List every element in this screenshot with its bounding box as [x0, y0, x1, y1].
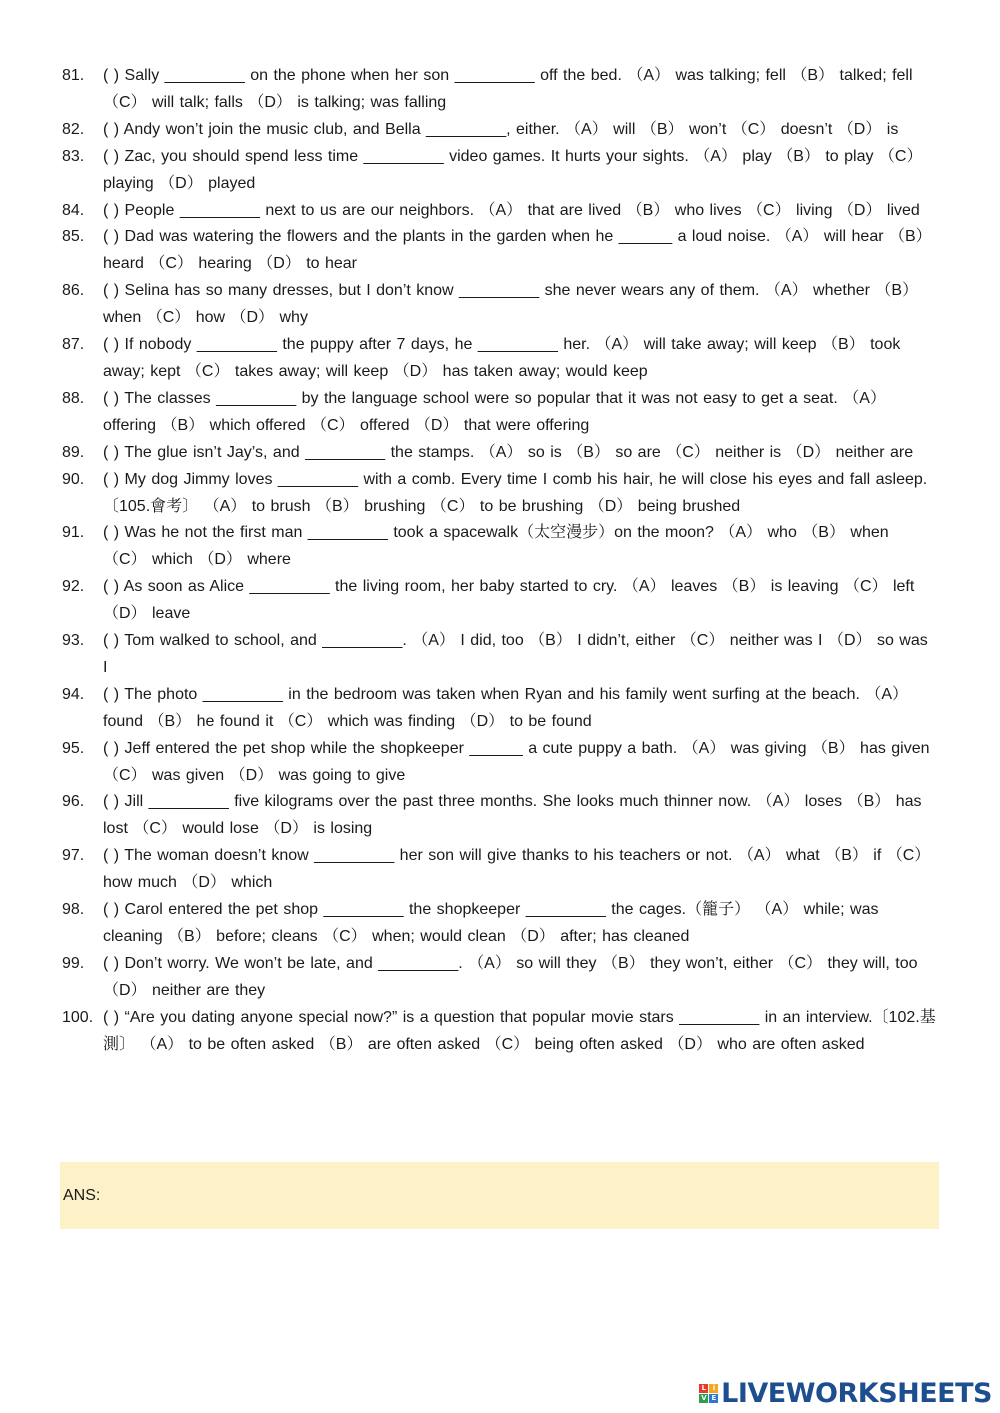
question-item: [62, 278, 937, 332]
logo-letter-1: L: [699, 1384, 708, 1393]
question-number: 97.: [62, 847, 85, 865]
question-item: [62, 117, 937, 144]
brand-name: LIVEWORKSHEETS: [721, 1378, 992, 1409]
answer-area[interactable]: [60, 1162, 939, 1229]
question-text: ( ) Jill _________ five kilograms over the past three months. She looks much thinner now. （A） loses （B） has lost （C） would lose （D） is losing: [103, 793, 922, 838]
question-item: [62, 198, 937, 225]
question-text: ( ) Don’t worry. We won’t be late, and _________. （A） so will they （B） they won’t, either （C） they will, too （D） neither are they: [103, 954, 918, 999]
question-item: [62, 789, 937, 843]
question-text: ( ) Jeff entered the pet shop while the shopkeeper ______ a cute puppy a bath. （A） was giving （B） has given （C） was given （D） was going to give: [103, 739, 930, 784]
question-item: [62, 440, 937, 467]
question-number: 92.: [62, 578, 85, 596]
question-text: ( ) Carol entered the pet shop _________ the shopkeeper _________ the cages.（籠子） （A） while; was cleaning （B） before; cleans （C） when; would clean （D） after; has cleaned: [103, 901, 879, 945]
question-item: [62, 332, 937, 386]
question-number: 99.: [62, 954, 85, 972]
question-number: 88.: [62, 389, 85, 407]
question-text: ( ) “Are you dating anyone special now?” is a question that popular movie stars _________ in an interview.〔102.基測〕 （A） to be often asked （B） are often asked （C） being often asked （D） who are often asked: [103, 1008, 936, 1053]
question-number: 89.: [62, 443, 85, 461]
question-number: 94.: [62, 685, 85, 703]
question-number: 83.: [62, 147, 85, 165]
question-text: ( ) The woman doesn’t know _________ her son will give thanks to his teachers or not. （A） what （B） if （C） how much （D） which: [103, 847, 931, 892]
question-item: [62, 736, 937, 790]
question-item: [62, 144, 937, 198]
question-number: 86.: [62, 282, 85, 300]
logo-letter-2: i: [709, 1384, 718, 1393]
question-number: 90.: [62, 470, 85, 488]
logo-letter-3: V: [699, 1394, 708, 1403]
question-number: 100.: [62, 1008, 94, 1026]
question-number: 98.: [62, 901, 85, 919]
question-number: 91.: [62, 524, 85, 542]
question-text: ( ) If nobody _________ the puppy after 7 days, he _________ her. （A） will take away; will keep （B） took away; kept （C） takes away; will keep （D） has taken away; would keep: [103, 336, 901, 380]
question-text: ( ) Dad was watering the flowers and the plants in the garden when he ______ a loud noise. （A） will hear （B） heard （C） hearing （D） to hear: [103, 228, 932, 273]
question-text: ( ) Was he not the first man _________ took a spacewalk（太空漫步）on the moon? （A） who （B） when （C） which （D） where: [103, 524, 889, 569]
question-number: 81.: [62, 67, 85, 84]
question-item: [62, 682, 937, 736]
question-number: 85.: [62, 228, 85, 246]
question-text: ( ) People _________ next to us are our neighbors. （A） that are lived （B） who lives （C） living （D） lived: [103, 201, 920, 219]
question-item: [62, 467, 937, 521]
question-text: ( ) Sally _________ on the phone when her son _________ off the bed. （A） was talking; fell （B） talked; fell （C） will talk; falls （D） is talking; was falling: [103, 67, 913, 111]
question-text: ( ) The classes _________ by the language school were so popular that it was not easy to get a seat. （A） offering （B） which offered （C） offered （D） that were offering: [103, 389, 886, 434]
question-item: [62, 1005, 937, 1059]
question-text: ( ) Selina has so many dresses, but I don’t know _________ she never wears any of them. （A） whether （B） when （C） how （D） why: [103, 282, 919, 327]
question-number: 93.: [62, 632, 85, 650]
question-number: 82.: [62, 120, 85, 138]
liveworksheets-logo-icon: [699, 1384, 718, 1403]
question-number: 96.: [62, 793, 85, 811]
question-item: [62, 63, 937, 117]
question-item: [62, 520, 937, 574]
answer-label: ANS:: [63, 1187, 101, 1204]
question-item: [62, 843, 937, 897]
question-item: [62, 386, 937, 440]
question-item: [62, 224, 937, 278]
question-text: ( ) The glue isn’t Jay’s, and _________ the stamps. （A） so is （B） so are （C） neither is （D） neither are: [103, 443, 914, 461]
question-text: ( ) My dog Jimmy loves _________ with a comb. Every time I comb his hair, he will close his eyes and fall asleep.〔105.會考〕 （A） to brush （B） brushing （C） to be brushing （D） being brushed: [103, 470, 928, 515]
question-text: ( ) The photo _________ in the bedroom was taken when Ryan and his family went surfing at the beach. （A） found （B） he found it （C） which was finding （D） to be found: [103, 685, 909, 730]
question-item: [62, 951, 937, 1005]
question-item: [62, 897, 937, 951]
question-text: ( ) Tom walked to school, and _________. （A） I did, too （B） I didn’t, either （C） neither was I （D） so was I: [103, 632, 928, 676]
logo-letter-4: E: [709, 1394, 718, 1403]
question-number: 95.: [62, 739, 85, 757]
question-text: ( ) As soon as Alice _________ the living room, her baby started to cry. （A） leaves （B） is leaving （C） left （D） leave: [103, 578, 915, 623]
question-number: 87.: [62, 336, 85, 354]
liveworksheets-brand: [699, 1378, 992, 1409]
question-text: ( ) Zac, you should spend less time _________ video games. It hurts your sights. （A） play （B） to play （C） playing （D） played: [103, 147, 923, 192]
question-list: [62, 63, 937, 1059]
question-number: 84.: [62, 201, 85, 219]
question-text: ( ) Andy won’t join the music club, and Bella _________, either. （A） will （B） won’t （C） doesn’t （D） is: [103, 120, 899, 138]
question-item: [62, 628, 937, 682]
question-item: [62, 574, 937, 628]
